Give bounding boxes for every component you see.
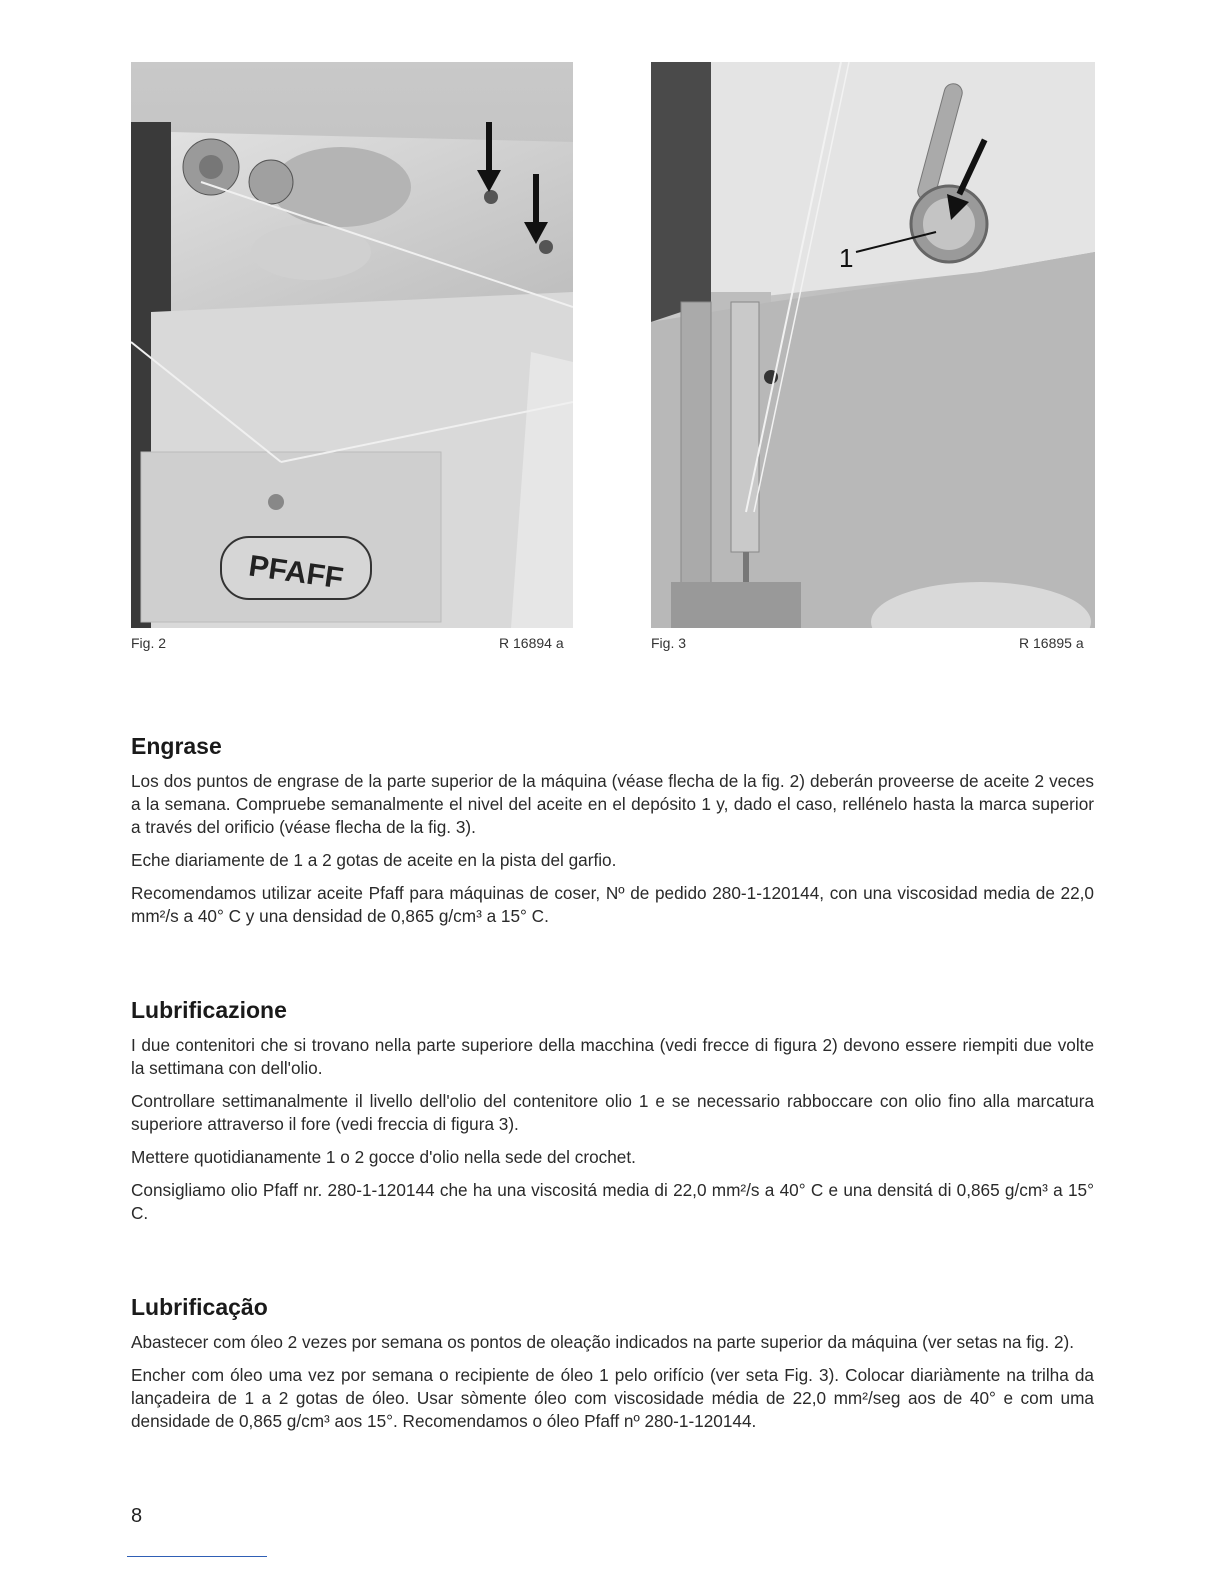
figure-2-photo bbox=[131, 62, 573, 628]
figure-3-ref: R 16895 a bbox=[1019, 635, 1084, 651]
figure-3-image bbox=[651, 62, 1095, 628]
section-heading: Lubrificazione bbox=[131, 997, 287, 1023]
paragraph: Controllare settimanalmente il livello dell'olio del contenitore olio 1 e se necessario rabboccare con olio fino alla marcatura superiore attraverso il fore (vedi freccia di figura 3). bbox=[131, 1091, 1094, 1134]
paragraph: Abastecer com óleo 2 vezes por semana os pontos de oleação indicados na parte superior da máquina (ver setas na fig. 2). bbox=[131, 1332, 1074, 1352]
paragraph: I due contenitori che si trovano nella parte superiore della macchina (vedi frecce di figura 2) devono essere riempiti due volte la settimana con dell'olio. bbox=[131, 1035, 1094, 1078]
section-spanish bbox=[131, 733, 1094, 938]
paragraph: Consigliamo olio Pfaff nr. 280-1-120144 che ha una viscositá media di 22,0 mm²/s a 40° C e una densitá di 0,865 g/cm³ a 15° C. bbox=[131, 1180, 1094, 1223]
page-number: 8 bbox=[131, 1505, 143, 1527]
paragraph: Recomendamos utilizar aceite Pfaff para máquinas de coser, Nº de pedido 280-1-120144, con una viscosidad media de 22,0 mm²/s a 40° C y una densidad de 0,865 g/cm³ a 15° C. bbox=[131, 883, 1094, 926]
figure-2-label: Fig. 2 bbox=[131, 635, 167, 651]
figure-3-photo bbox=[651, 62, 1095, 628]
figure-2-ref: R 16894 a bbox=[499, 635, 564, 651]
callout-number: 1 bbox=[839, 243, 854, 273]
section-heading: Lubrificação bbox=[131, 1294, 268, 1320]
section-italian bbox=[131, 997, 1094, 1235]
figure-3-label: Fig. 3 bbox=[651, 635, 687, 651]
paragraph: Eche diariamente de 1 a 2 gotas de aceite en la pista del garfio. bbox=[131, 850, 617, 870]
section-heading: Engrase bbox=[131, 733, 222, 759]
footer-rule bbox=[127, 1556, 267, 1557]
figure-2-image bbox=[131, 62, 573, 628]
paragraph: Encher com óleo uma vez por semana o recipiente de óleo 1 pelo orifício (ver seta Fig. 3). Colocar diariàmente na trilha da lançadeira de 1 a 2 gotas de óleo. Usar sòmente óleo com viscosidade média de 22,0 mm²/seg aos de 40° e com uma densidade de 0,865 g/cm³ aos 15°. Recomendamos o óleo Pfaff nº 280-1-120144. bbox=[131, 1365, 1094, 1431]
paragraph: Mettere quotidianamente 1 o 2 gocce d'olio nella sede del crochet. bbox=[131, 1147, 636, 1167]
paragraph: Los dos puntos de engrase de la parte superior de la máquina (véase flecha de la fig. 2) deberán proveerse de aceite 2 veces a la semana. Compruebe semanalmente el nivel del aceite en el depósito 1 y, dado el caso, rellénelo hasta la marca superior a través del orificio (véase flecha de la fig. 3). bbox=[131, 771, 1094, 837]
brand-logo: PFAFF bbox=[246, 549, 346, 596]
section-portuguese bbox=[131, 1294, 1094, 1443]
